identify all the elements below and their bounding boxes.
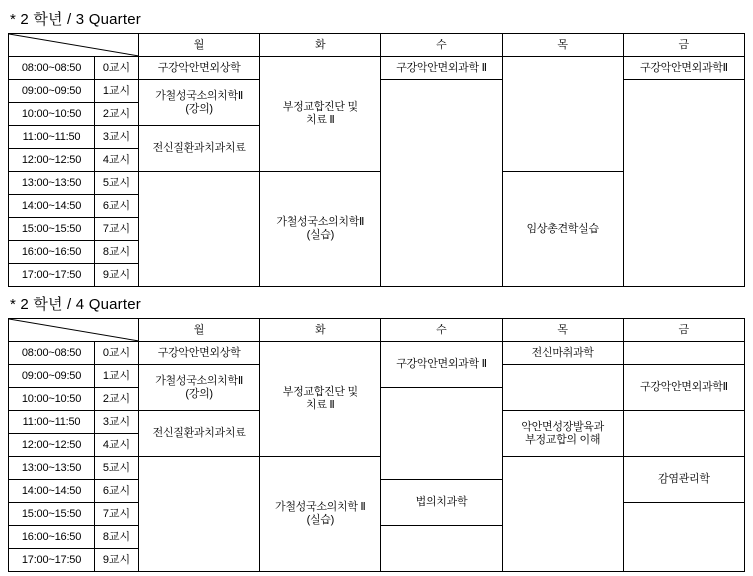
class-label: 악안면성장발육과 (521, 420, 604, 433)
period-cell: 6교시 (95, 195, 139, 218)
table-row (9, 457, 745, 480)
period-cell: 4교시 (95, 149, 139, 172)
period-cell: 6교시 (95, 480, 139, 503)
class-cell[interactable] (381, 342, 502, 388)
class-cell[interactable] (502, 172, 623, 287)
schedule-section (8, 8, 745, 287)
header-corner-cell (9, 34, 139, 57)
class-cell[interactable] (260, 457, 381, 572)
class-cell[interactable] (623, 457, 744, 503)
period-cell: 9교시 (95, 264, 139, 287)
class-cell-empty[interactable] (381, 388, 502, 480)
class-cell[interactable] (623, 57, 744, 80)
class-label: 전신마취과학 (531, 346, 594, 359)
period-cell: 0교시 (95, 57, 139, 80)
period-cell: 8교시 (95, 526, 139, 549)
class-label: 구강악안면외과학Ⅱ (640, 381, 728, 394)
class-cell-empty[interactable] (623, 411, 744, 457)
header-day-1: 화 (260, 34, 381, 57)
period-cell: 5교시 (95, 457, 139, 480)
class-label: 가철성국소의치학Ⅱ (276, 216, 365, 229)
class-label: 가철성국소의치학 Ⅱ (275, 501, 366, 514)
header-day-4: 금 (623, 34, 744, 57)
table-header-row (9, 34, 745, 57)
section-title: * 2 학년 / 3 Quarter (10, 11, 141, 28)
time-cell: 15:00~15:50 (9, 218, 95, 241)
header-corner-cell (9, 319, 139, 342)
period-cell: 8교시 (95, 241, 139, 264)
time-cell: 11:00~11:50 (9, 126, 95, 149)
class-cell-empty[interactable] (139, 457, 260, 572)
class-cell[interactable] (623, 365, 744, 411)
header-day-4: 금 (623, 319, 744, 342)
time-cell: 12:00~12:50 (9, 149, 95, 172)
class-cell-empty[interactable] (623, 80, 744, 287)
time-cell: 09:00~09:50 (9, 365, 95, 388)
sections-container (8, 8, 745, 572)
class-label: 임상총견학실습 (526, 222, 599, 235)
time-cell: 11:00~11:50 (9, 411, 95, 434)
time-cell: 16:00~16:50 (9, 241, 95, 264)
header-day-0: 월 (139, 319, 260, 342)
header-day-0: 월 (139, 34, 260, 57)
period-cell: 7교시 (95, 503, 139, 526)
period-cell: 5교시 (95, 172, 139, 195)
class-label: (강의) (185, 387, 213, 400)
class-label: 부정교합진단 및 (282, 386, 358, 399)
header-day-2: 수 (381, 319, 502, 342)
class-label: 감염관리학 (658, 473, 710, 486)
period-cell: 1교시 (95, 80, 139, 103)
class-cell[interactable] (139, 342, 260, 365)
time-cell: 14:00~14:50 (9, 195, 95, 218)
period-cell: 1교시 (95, 365, 139, 388)
class-cell[interactable] (139, 411, 260, 457)
table-row (9, 342, 745, 365)
header-day-3: 목 (502, 319, 623, 342)
class-cell-empty[interactable] (502, 57, 623, 172)
class-cell[interactable] (502, 342, 623, 365)
period-cell: 7교시 (95, 218, 139, 241)
header-day-2: 수 (381, 34, 502, 57)
time-cell: 13:00~13:50 (9, 457, 95, 480)
class-label: 구강악안면외상학 (157, 346, 241, 359)
class-label: 가철성국소의치학Ⅱ (155, 374, 243, 387)
class-cell[interactable] (381, 57, 502, 80)
class-label: (강의) (185, 102, 213, 115)
class-label: 구강악안면외과학 Ⅱ (396, 61, 487, 74)
class-cell-empty[interactable] (381, 526, 502, 572)
class-cell[interactable] (502, 411, 623, 457)
class-cell[interactable] (260, 57, 381, 172)
class-cell[interactable] (139, 57, 260, 80)
time-cell: 10:00~10:50 (9, 103, 95, 126)
class-label: (실습) (306, 514, 334, 526)
class-label: 치료 Ⅱ (306, 114, 335, 126)
class-label: 구강악안면외상학 (157, 61, 241, 74)
schedule-table (8, 33, 745, 287)
class-cell[interactable] (260, 342, 381, 457)
class-label: 구강악안면외과학Ⅱ (640, 61, 728, 74)
class-cell-empty[interactable] (502, 457, 623, 572)
class-label: 부정교합의 이해 (525, 433, 601, 446)
time-cell: 14:00~14:50 (9, 480, 95, 503)
period-cell: 4교시 (95, 434, 139, 457)
time-cell: 13:00~13:50 (9, 172, 95, 195)
time-cell: 15:00~15:50 (9, 503, 95, 526)
class-cell[interactable] (381, 480, 502, 526)
class-label: 법의치과학 (415, 496, 468, 509)
period-cell: 3교시 (95, 411, 139, 434)
time-cell: 12:00~12:50 (9, 434, 95, 457)
class-cell-empty[interactable] (139, 172, 260, 287)
class-label: 가철성국소의치학Ⅱ (155, 89, 243, 102)
class-label: 부정교합진단 및 (282, 101, 358, 114)
table-row (9, 57, 745, 80)
class-label: 전신질환과치과치료 (152, 427, 246, 440)
period-cell: 9교시 (95, 549, 139, 572)
class-label: 치료 Ⅱ (306, 399, 335, 411)
section-title: * 2 학년 / 4 Quarter (10, 296, 141, 313)
class-cell[interactable] (139, 126, 260, 172)
header-day-1: 화 (260, 319, 381, 342)
class-cell[interactable] (139, 365, 260, 411)
schedule-table (8, 318, 745, 572)
time-cell: 08:00~08:50 (9, 57, 95, 80)
table-header-row (9, 319, 745, 342)
period-cell: 0교시 (95, 342, 139, 365)
header-day-3: 목 (502, 34, 623, 57)
time-cell: 16:00~16:50 (9, 526, 95, 549)
class-cell[interactable] (260, 172, 381, 287)
time-cell: 17:00~17:50 (9, 264, 95, 287)
class-cell[interactable] (139, 80, 260, 126)
class-label: 구강악안면외과학 Ⅱ (396, 358, 487, 371)
class-cell-empty[interactable] (623, 503, 744, 572)
schedule-section (8, 293, 745, 572)
class-label: (실습) (306, 229, 334, 241)
time-cell: 17:00~17:50 (9, 549, 95, 572)
period-cell: 2교시 (95, 103, 139, 126)
class-cell-empty[interactable] (502, 365, 623, 411)
period-cell: 2교시 (95, 388, 139, 411)
class-cell-empty[interactable] (623, 342, 744, 365)
time-cell: 08:00~08:50 (9, 342, 95, 365)
time-cell: 09:00~09:50 (9, 80, 95, 103)
time-cell: 10:00~10:50 (9, 388, 95, 411)
class-cell-empty[interactable] (381, 80, 502, 287)
class-label: 전신질환과치과치료 (152, 142, 246, 155)
period-cell: 3교시 (95, 126, 139, 149)
